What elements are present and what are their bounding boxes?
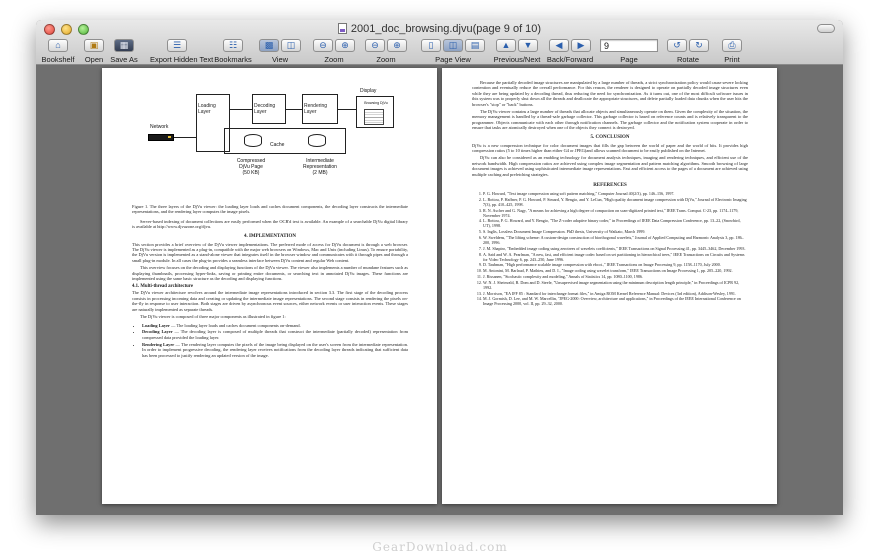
reference-item: 1. P. G. Howard, "Text image compression using soft pattern matching," Computer Journal 40(2/3), pp. 146–156, 1997. <box>483 191 748 196</box>
page-view-icon[interactable]: ◫ <box>281 39 301 52</box>
browsing-djvu-label: Browsing DjVu <box>364 101 388 105</box>
reference-item: 9. D. Taubman, "High performance scalable image compression with ebcot.," IEEE Transactions on Image Processing 9, pp. 1158–1170, July 2000. <box>483 262 748 267</box>
reference-item: 11. J. Rissanen, "Stochastic complexity and modeling," Annals of Statistics 14, pp. 1080–1100, 1986. <box>483 274 748 279</box>
decoding-layer-box <box>252 94 286 124</box>
thumbnail-view-icon[interactable]: ▩ <box>259 39 279 52</box>
reference-item: 2. L. Bottou, P. Haffner, P. G. Howard, P. Simard, Y. Bengio, and Y. LeCun, "High quality document image compression with DjVu," Journal of Electronic Imaging 7(3), pp. 410–425, 1998. <box>483 197 748 207</box>
printer-icon[interactable]: ⎙ <box>722 39 742 52</box>
implementation-heading: 4. IMPLEMENTATION <box>243 233 297 239</box>
arrow-down-icon[interactable]: ▼ <box>518 39 538 52</box>
back-forward-label: Back/Forward <box>546 55 594 64</box>
conclusion-heading: 5. CONCLUSION <box>590 134 630 140</box>
reference-item: 13. J. Morrison, "EA IFF 85 : Standard for interchange format files," in Amiga ROM Kernel Reference Manual: Devices (3rd edition), Addison-Wesley, 1991. <box>483 291 748 296</box>
disk-icon[interactable]: ▦ <box>114 39 134 52</box>
single-page-icon[interactable]: ▯ <box>421 39 441 52</box>
window-title-text: 2001_doc_browsing.djvu(page 9 of 10) <box>350 23 542 35</box>
library-icon[interactable]: ⌂ <box>48 39 68 52</box>
bullet-text: — The loading layer loads and caches document components on-demand. <box>169 322 301 328</box>
decoding-layer-label: Decoding Layer <box>254 103 276 115</box>
save-as-label: Save As <box>110 55 138 64</box>
zoom-in-icon[interactable]: ⊕ <box>335 39 355 52</box>
page-view-label: Page View <box>435 55 471 64</box>
reference-item: 12. W. N. J. Sheinvald, B. Dom and D. Steele, "Unsupervised image segmentation using the minimum description length principle," in Proceedings of ICPR 92, 1992. <box>483 280 748 290</box>
conclusion-paragraph-1: DjVu is a new compression technique for color document images that fills the gap between the world of paper and the world of bits. It provides high compression ratios (5 to 10 times higher than either G4 or JPEG)and allows scanned document to be easily published on the Internet. <box>472 142 748 154</box>
zoom-in-icon[interactable]: ⊕ <box>387 39 407 52</box>
zoom-label-2: Zoom <box>376 55 396 64</box>
loading-to-decoding-arrow <box>230 109 252 110</box>
previous-next-label: Previous/Next <box>493 55 541 64</box>
app-window <box>36 20 843 515</box>
references-heading: REFERENCES <box>593 183 627 189</box>
bookmark-icon[interactable]: ☷ <box>223 39 243 52</box>
bullet-text: — The rendering layer computes the pixels of the image being displayed on the user's screen from the intermediate representation. In order to implement progressive decoding, the rendering layer receives notifications from the decoding layer threads indicating that sufficient data has been processed to justify rendering an updated version of the image. <box>142 341 408 358</box>
list-item <box>142 329 408 340</box>
multi-thread-heading: 4.1. Multi-thread architecture <box>132 284 194 290</box>
rendering-to-display-arrow <box>338 109 356 110</box>
back-forward-group <box>548 38 592 65</box>
open-label: Open <box>84 55 104 64</box>
network-led-icon <box>168 136 171 138</box>
compressed-page-cylinder <box>244 134 262 147</box>
reference-item: 4. L. Bottou, P. G. Howard, and Y. Bengio, "The Z-coder adaptive binary coder," in Proceedings of IEEE Data Compression Conference, pp. 13–22, (Snowbird, UT), 1998. <box>483 218 748 228</box>
rotate-left-icon[interactable]: ↺ <box>667 39 687 52</box>
bookmarks-label: Bookmarks <box>214 55 252 64</box>
implementation-paragraph-1: This section provides a brief overview of the DjVu viewer implementations. The preferred mode of access for DjVu document is through a web browser. The DjVu viewer is implemented as a plug-in, compatible with the major web browsers on Windows, Mac and Unix (including Linux). To ensure portability, the DjVu version is implemented as a stand-alone viewer that integrates itself in the browser window and communicates with it through pipes and through a small plug-in module. In all cases the plug-in provides a seamless interface between DjVu content and regular Web content. <box>132 241 408 263</box>
bookshelf-group <box>41 38 75 65</box>
figure-caption: Figure 1. The three layers of the DjVu viewer: the loading layer loads and caches document components, the decoding layer constructs the intermediate representations, and the rendering layer computes the image pixels. <box>132 204 408 215</box>
arrow-left-icon[interactable]: ◀ <box>549 39 569 52</box>
export-hidden-text-label: Export Hidden Text <box>150 55 214 64</box>
export-hidden-text-group <box>150 38 214 65</box>
left-page-body <box>132 204 408 359</box>
rendering-layer-label: Rendering Layer <box>304 103 328 115</box>
rotate-label: Rotate <box>676 55 700 64</box>
implementation-paragraph-2: This overview focuses on the decoding and displaying functions of the DjVu viewer. The viewer also implements a number of mundane features such as displaying thumbnails, processing hyper-links, saving or printing entire documents, or searching text in annotated DjVu images. These functions are implemented using the same basic structure as the decoding and displaying functions. <box>132 265 408 282</box>
zoom-label-1: Zoom <box>324 55 344 64</box>
intermediate-caption: Intermediate Representation (2 MB) <box>303 158 337 176</box>
page-view-group <box>420 38 486 65</box>
zoom-out-icon[interactable]: ⊖ <box>313 39 333 52</box>
window-chrome <box>36 20 843 65</box>
list-item <box>142 342 408 358</box>
view-group <box>258 38 302 65</box>
conclusion-paragraph-2: DjVu can also be considered as an enabling technology for document analysis techniques, imaging and rendering techniques, and efficient use of the network bandwidth. High compression ratios are achieved using complex image segmentation and pattern matching algorithms. Smooth browsing of large document images is achieved using sophisticated intermediate image representations. Fast and efficient access to the pages of a document are achieved using multiple caching and prefetching strategies. <box>472 155 748 177</box>
print-label: Print <box>724 55 740 64</box>
cache-label: Cache <box>270 142 285 148</box>
server-note-paragraph: Server-based indexing of document collections are easily performed when the OCR'd text is available. An example of a searchable DjVu digital library is available at http://www.djvuzone.org/djvu. <box>132 218 408 230</box>
decoding-to-rendering-arrow <box>286 109 302 110</box>
zoom-group-2 <box>364 38 408 65</box>
list-item <box>142 323 408 328</box>
reference-item: 3. R. N. Ascher and G. Nagy, "A means for achieving a high degree of compaction on scan-digitized printed text," IEEE Trans. Comput. C-23, pp. 1174–1179, November 1974. <box>483 208 748 218</box>
window-title <box>36 23 843 35</box>
compressed-page-caption: Compressed DjVu Page (50 KB) <box>236 158 266 176</box>
watermark-text: GearDownload.com <box>372 540 508 554</box>
bullet-term: Decoding Layer <box>142 329 173 335</box>
folder-icon[interactable]: ▣ <box>84 39 104 52</box>
reference-item: 6. W. Sweldens, "The lifting scheme: A custom-design construction of biorthogonal wavelets," Journal of Applied Computing and Harmonic Analysis 3, pp. 186–200, 1996. <box>483 235 748 245</box>
document-viewport[interactable] <box>36 66 843 515</box>
components-intro-paragraph: The DjVu viewer is composed of three major components as illustrated in figure 1: <box>140 314 286 320</box>
view-label: View <box>271 55 289 64</box>
intermediate-cylinder <box>308 134 326 147</box>
bookmarks-group <box>216 38 250 65</box>
synchronization-paragraph: Because the partially decoded image structures are manipulated by a large number of threads, a strict synchronization policy would cause severe locking contention and eventually reduce the overall performance. For this reason, the renderer is designed to operate on partially decoded image structures even while they are being updated by a decoding thread, thus reducing the need for synchronization. As it turns out, one of the most difficult software issues in this system was to properly shut down all the threads and deallocate the appropriate structures, and delete partially loaded data chunks when the user hits the browser's "stop" or "back" buttons. <box>472 80 748 107</box>
garbage-collector-paragraph: The DjVu viewer contains a large number of threads that allocate objects and simultaneously operate on them. Given the complexity of the situation, the memory management is handled by a thread-safe garbage collector. This garbage collector is based on reference counts and is relatively transparent to the programmer. Objects communicate with each other through notification channels. The garbage collector and the notification system cooperate in order to ensure that tasks are atomically destroyed when one of the objects they connect is destroyed. <box>472 109 748 131</box>
bullet-term: Loading Layer <box>142 322 170 328</box>
arrow-up-icon[interactable]: ▲ <box>496 39 516 52</box>
previous-next-group <box>495 38 539 65</box>
save-as-group <box>112 38 136 65</box>
reference-item: 14. M. J. Gormish, D. Lee, and M. W. Marcellin, "JPEG-2000: Overview, architecture and applications," in Proceedings of the IEEE International Conference on Image Processing 2000, vol. II, pp. 29–32, 2000. <box>483 296 748 306</box>
display-label: Display <box>360 88 377 94</box>
bullet-text: — The decoding layer is composed of multiple threads that construct the intermediate (partially decoded) representation from compressed data provided the loading layer. <box>142 329 408 340</box>
text-document-icon[interactable]: ☰ <box>167 39 187 52</box>
bullet-term: Rendering Layer <box>142 341 175 347</box>
reference-item: 10. M. Antonini, M. Barlaud, P. Mathieu, and D. I., "Image coding using wavelet transform," IEEE Transactions on Image Processing 1, pp. 205–220, 1992. <box>483 268 748 273</box>
figure-1-diagram <box>132 88 412 202</box>
components-list <box>132 323 408 358</box>
document-page-right[interactable] <box>442 68 777 504</box>
rotate-group <box>666 38 710 65</box>
bookshelf-label: Bookshelf <box>41 55 75 64</box>
loading-layer-label: Loading Layer <box>198 103 216 115</box>
toolbar <box>36 38 843 65</box>
title-bar <box>36 20 843 38</box>
continuous-icon[interactable]: ▤ <box>465 39 485 52</box>
network-arrow <box>174 137 196 138</box>
architecture-paragraph: The DjVu viewer architecture revolves around the intermediate image representations introduced in section 3.3. The first stage of the decoding process consists in processing incoming data and creating or updating the intermediate image representations. The second stage consists in rendering the pixels on-the-fly in response to user interaction. Both stages are driven by asynchronous event sources, either network events or user interaction events. These stages are naturally implemented as separate threads. <box>132 290 408 312</box>
toolbar-toggle-button[interactable] <box>817 24 835 33</box>
references-list <box>472 191 748 306</box>
djvu-document-icon <box>338 23 347 34</box>
zoom-group-1 <box>312 38 356 65</box>
page-group <box>600 38 658 65</box>
page-label: Page <box>620 55 638 64</box>
facing-pages-icon[interactable]: ◫ <box>443 39 463 52</box>
page-number-input[interactable] <box>600 39 658 52</box>
reference-item: 7. J. M. Shapiro, "Embedded image coding using zerotrees of wavelets coefficients," IEEE Transactions on Signal Processing 41, pp. 3445–3462, December 1993. <box>483 246 748 251</box>
rendering-layer-box <box>302 94 338 124</box>
cache-region <box>224 128 346 154</box>
page-preview-icon <box>364 109 384 125</box>
right-page-body <box>472 80 748 307</box>
reference-item: 8. A. Said and W. A. Pearlman, "A new, fast, and efficient image codec based on set partitioning in hierarchical trees," IEEE Transactions on Circuits and Systems for Video Technology 6, pp. 243–250, June 1996. <box>483 252 748 262</box>
document-page-left[interactable] <box>102 68 437 504</box>
display-window-icon <box>356 96 394 128</box>
arrow-right-icon[interactable]: ▶ <box>571 39 591 52</box>
rotate-right-icon[interactable]: ↻ <box>689 39 709 52</box>
zoom-out-icon[interactable]: ⊖ <box>365 39 385 52</box>
reference-item: 5. S. Inglis, Lossless Document Image Compression. PhD thesis, University of Waikato, March 1999. <box>483 229 748 234</box>
network-label: Network <box>150 124 169 130</box>
print-group <box>720 38 744 65</box>
